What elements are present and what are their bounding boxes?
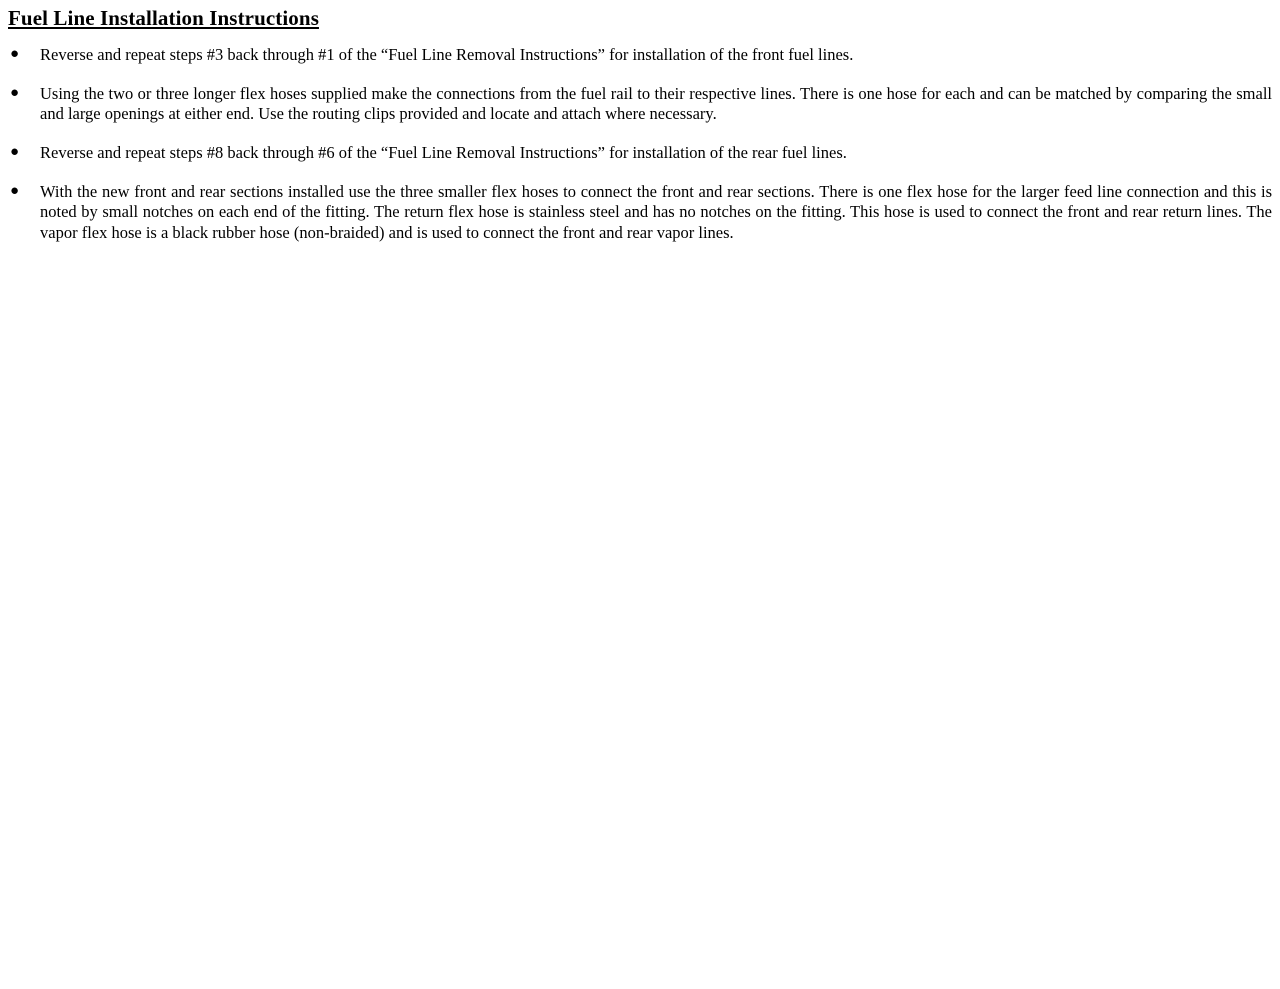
list-item [4,182,1276,244]
list-item [4,45,1276,66]
list-item-text: Reverse and repeat steps #3 back through #1 of the “Fuel Line Removal Instructions” for installation of the front fuel lines. [40,45,854,65]
list-item [4,84,1276,125]
list-item [4,143,1276,164]
bullet-icon: ● [10,182,20,199]
instruction-list [4,45,1276,243]
page-title: Fuel Line Installation Instructions [8,6,319,30]
list-item-text: With the new front and rear sections installed use the three smaller flex hoses to connect the front and rear sections. There is one flex hose for the larger feed line connection and this is noted by small notches on each end of the fitting. The return flex hose is stainless steel and has no notches on the fitting. This hose is used to connect the front and rear return lines. The vapor flex hose is a black rubber hose (non-braided) and is used to connect the front and rear vapor lines. [40,181,1272,242]
list-item-text: Using the two or three longer flex hoses supplied make the connections from the fuel rail to their respective lines. There is one hose for each and can be matched by comparing the small and large openings at either end. Use the routing clips provided and locate and attach where necessary. [40,83,1272,124]
bullet-icon: ● [10,144,20,161]
bullet-icon: ● [10,84,20,101]
list-item-text: Reverse and repeat steps #8 back through #6 of the “Fuel Line Removal Instructions” for installation of the rear fuel lines. [40,143,847,163]
bullet-icon: ● [10,46,20,63]
